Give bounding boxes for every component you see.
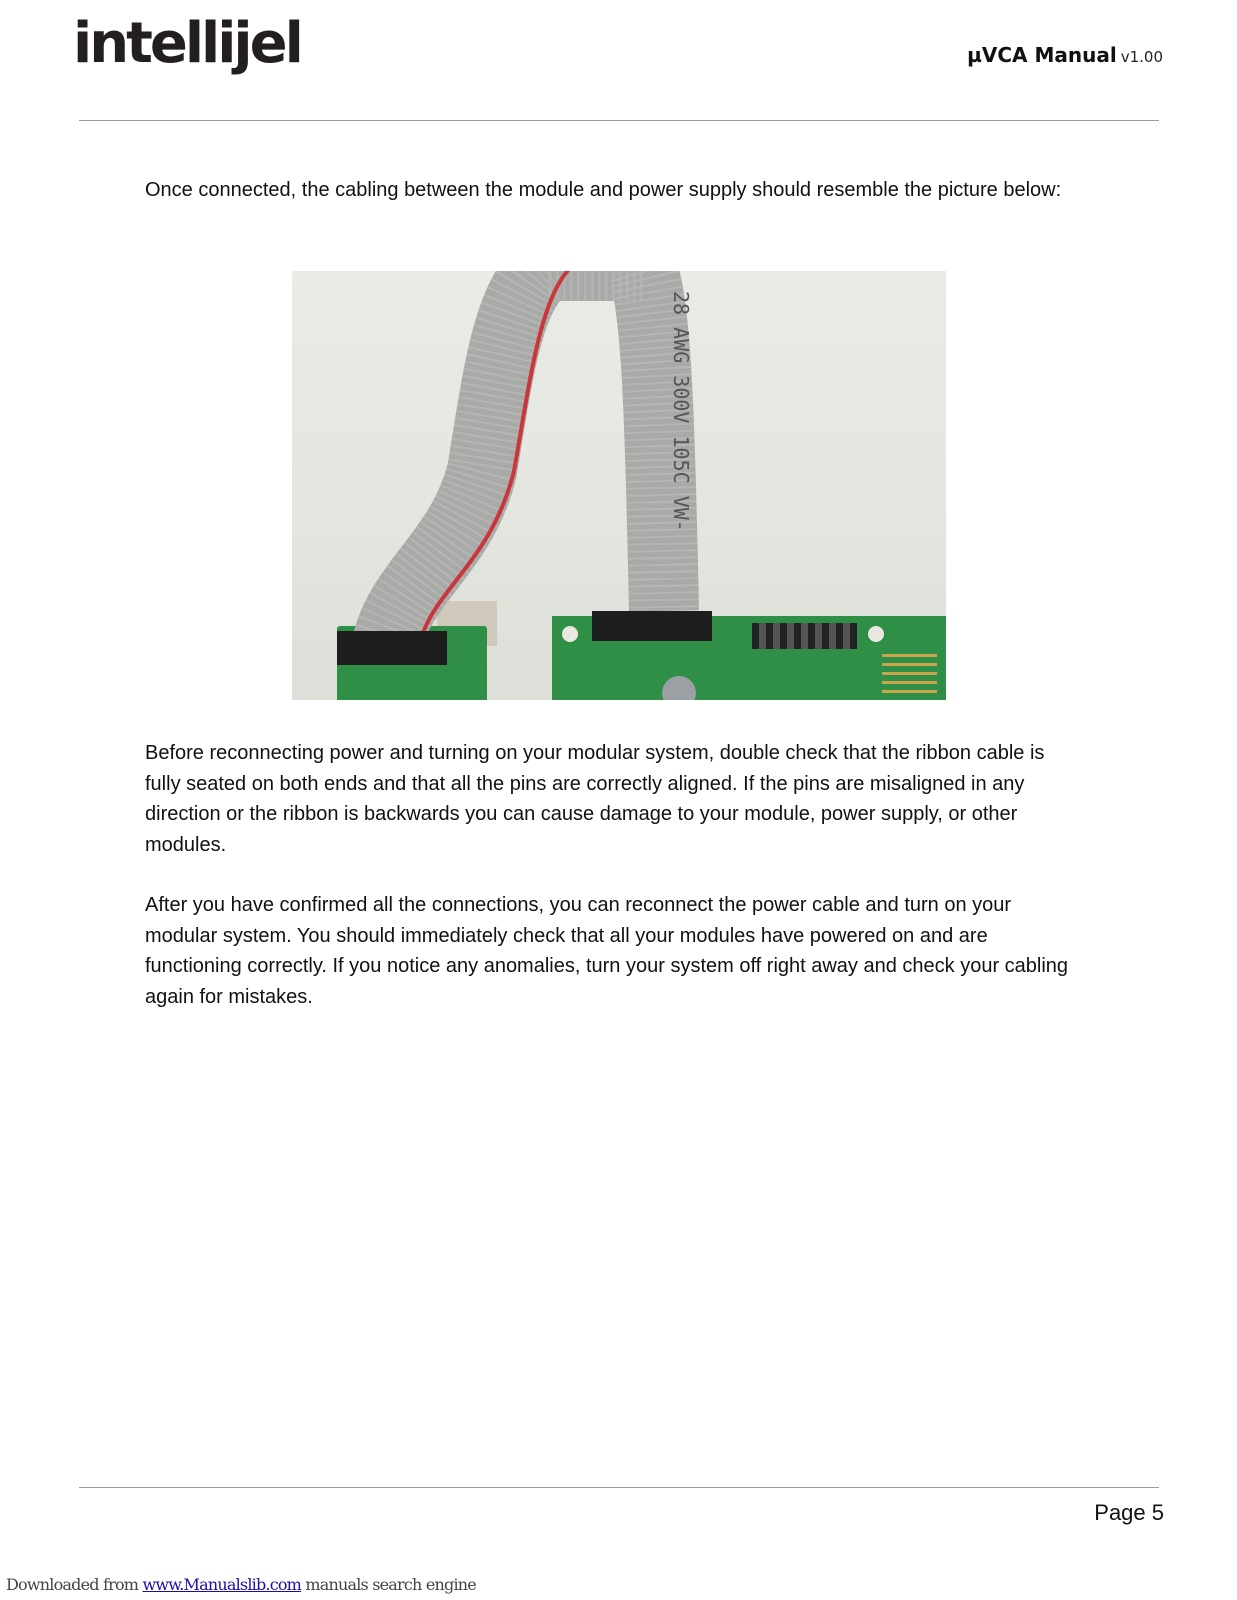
module-connector — [337, 631, 447, 665]
footer-divider — [79, 1487, 1159, 1488]
cabling-photo — [292, 271, 946, 700]
warning-paragraph: Before reconnecting power and turning on your modular system, double check that the ribbon cable is fully seated on both ends and that all the pins are correctly aligned. If the pins are misaligned in any direction or the ribbon is backwards you can cause damage to your module, power supply, or other modules. — [145, 742, 1045, 856]
download-footer — [6, 1575, 476, 1594]
power-on-paragraph: After you have confirmed all the connections, you can reconnect the power cable and turn on your modular system. You should immediately check that all your modules have powered on and are functioning correctly. If you notice any anomalies, turn your system off right away and check your cabling again for mistakes. — [145, 894, 1069, 1008]
document-title-text: µVCA Manual — [967, 43, 1117, 67]
manualslib-link[interactable]: www.Manualslib.com — [142, 1575, 302, 1594]
power-connector — [592, 611, 712, 641]
intro-paragraph: Once connected, the cabling between the module and power supply should resemble the picture below: — [145, 179, 1062, 201]
cable-print: 28 AWG 300V 105C VW- — [669, 291, 693, 532]
document-version: v1.00 — [1120, 48, 1163, 66]
document-title — [967, 43, 1163, 67]
footer-prefix: Downloaded from — [6, 1575, 143, 1594]
footer-suffix: manuals search engine — [301, 1575, 476, 1594]
brand-logo: intellijel — [73, 11, 301, 76]
page-number: Page 5 — [1094, 1500, 1164, 1525]
header-divider — [79, 120, 1159, 121]
